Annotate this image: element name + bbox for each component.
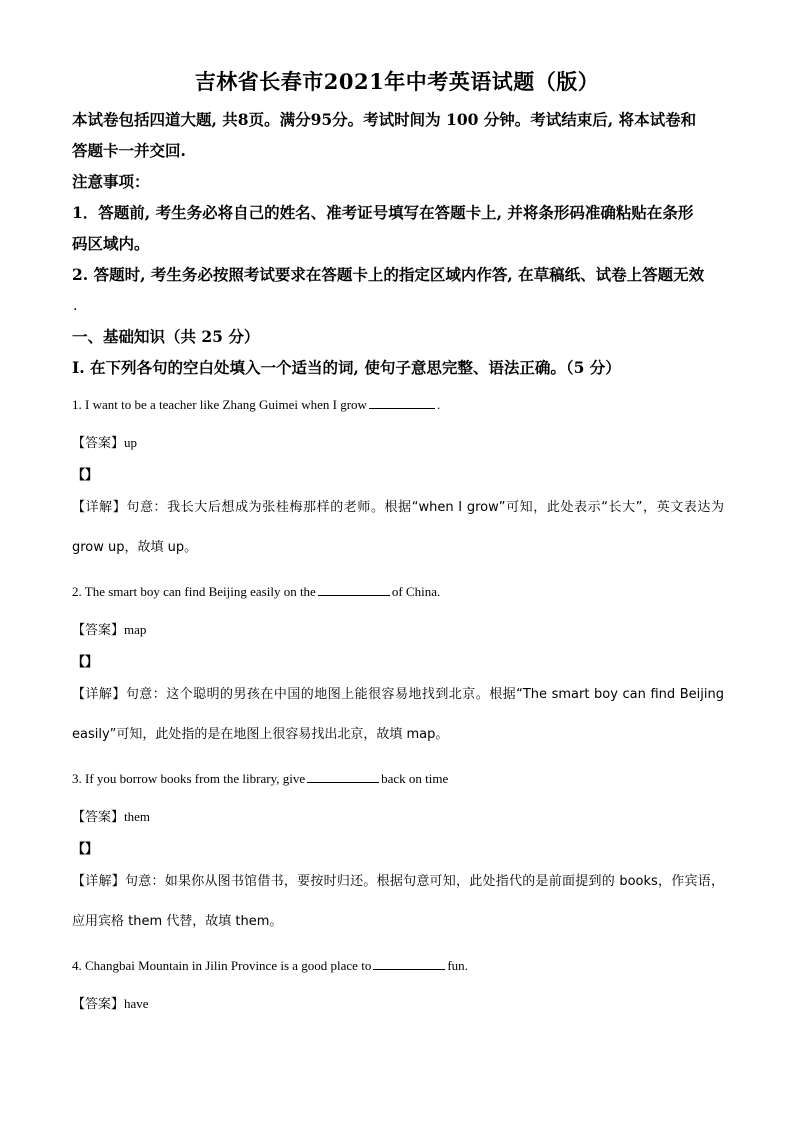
question-text: 1. I want to be a teacher like Zhang Guimei when I grow (72, 397, 367, 412)
answer-value: them (124, 809, 151, 824)
part-heading: I. 在下列各句的空白处填入一个适当的词, 使句子意思完整、语法正确。（5 分） (72, 358, 621, 377)
analysis-bracket: 【】 (72, 842, 99, 857)
question-text: 2. The smart boy can find Beijing easily on the (72, 584, 316, 599)
detail-text: 句意：我长大后想成为张桂梅那样的老师。根据“when I grow”可知，此处表示“长大”，英文表达为 grow up，故填 up。 (72, 500, 724, 555)
question-2 (72, 583, 724, 600)
answer-value: up (124, 435, 138, 450)
answer-line-3 (72, 806, 724, 825)
question-text: 3. If you borrow books from the library, give (72, 771, 306, 786)
detail-3 (72, 862, 724, 942)
detail-text: 句意：如果你从图书馆借书，要按时归还。根据句意可知，此处指代的是前面提到的 books，作宾语，应用宾格 them 代替，故填 them。 (72, 874, 724, 929)
question-1 (72, 396, 724, 413)
answer-blank (373, 957, 445, 970)
notice-item: 码区域内。 (72, 234, 150, 253)
question-text-end: . (436, 397, 441, 412)
intro-line: 本试卷包括四道大题, 共8页。满分95分。考试时间为 100 分钟。考试结束后, 将本试卷和 (72, 110, 697, 129)
detail-tag: 【详解】 (72, 874, 125, 889)
page-title: 吉林省长春市2021年中考英语试题（版） (194, 69, 600, 94)
question-3 (72, 770, 724, 787)
notice-heading: 注意事项： (72, 172, 150, 191)
question-text-end: fun. (447, 958, 468, 973)
answer-line-4 (72, 993, 724, 1012)
question-text-end: of China. (391, 584, 441, 599)
detail-tag: 【详解】 (72, 687, 126, 702)
detail-2 (72, 675, 724, 755)
answer-tag: 【答案】 (72, 436, 125, 451)
analysis-bracket: 【】 (72, 468, 99, 483)
answer-tag: 【答案】 (72, 997, 125, 1012)
answer-line-2 (72, 619, 724, 638)
exam-instructions (72, 104, 724, 290)
analysis-bracket: 【】 (72, 655, 99, 670)
question-text: 4. Changbai Mountain in Jilin Province is a good place to (72, 958, 372, 973)
question-text-end: back on time (381, 771, 449, 786)
notice-item: 1．答题前, 考生务必将自己的姓名、准考证号填写在答题卡上, 并将条形码准确粘贴在条形 (72, 203, 694, 222)
answer-value: map (124, 622, 147, 637)
section-heading: 一、基础知识（共 25 分） (72, 327, 260, 346)
notice-item: 2. 答题时, 考生务必按照考试要求在答题卡上的指定区域内作答, 在草稿纸、试卷上答题无效 (72, 265, 705, 284)
intro-line: 答题卡一并交回. (72, 141, 186, 160)
detail-tag: 【详解】 (72, 500, 127, 515)
answer-value: have (124, 996, 149, 1011)
answer-tag: 【答案】 (72, 623, 125, 638)
question-4 (72, 957, 724, 974)
answer-blank (369, 396, 435, 409)
notice-trailing-dot: . (73, 298, 78, 314)
detail-1 (72, 488, 724, 568)
answer-blank (318, 583, 390, 596)
detail-text: 句意：这个聪明的男孩在中国的地图上能很容易地找到北京。根据“The smart boy can find Beijing easily”可知，此处指的是在地图上很容易找出北京，故填 map。 (72, 687, 724, 742)
answer-tag: 【答案】 (72, 810, 125, 825)
answer-line-1 (72, 432, 724, 451)
answer-blank (307, 770, 379, 783)
